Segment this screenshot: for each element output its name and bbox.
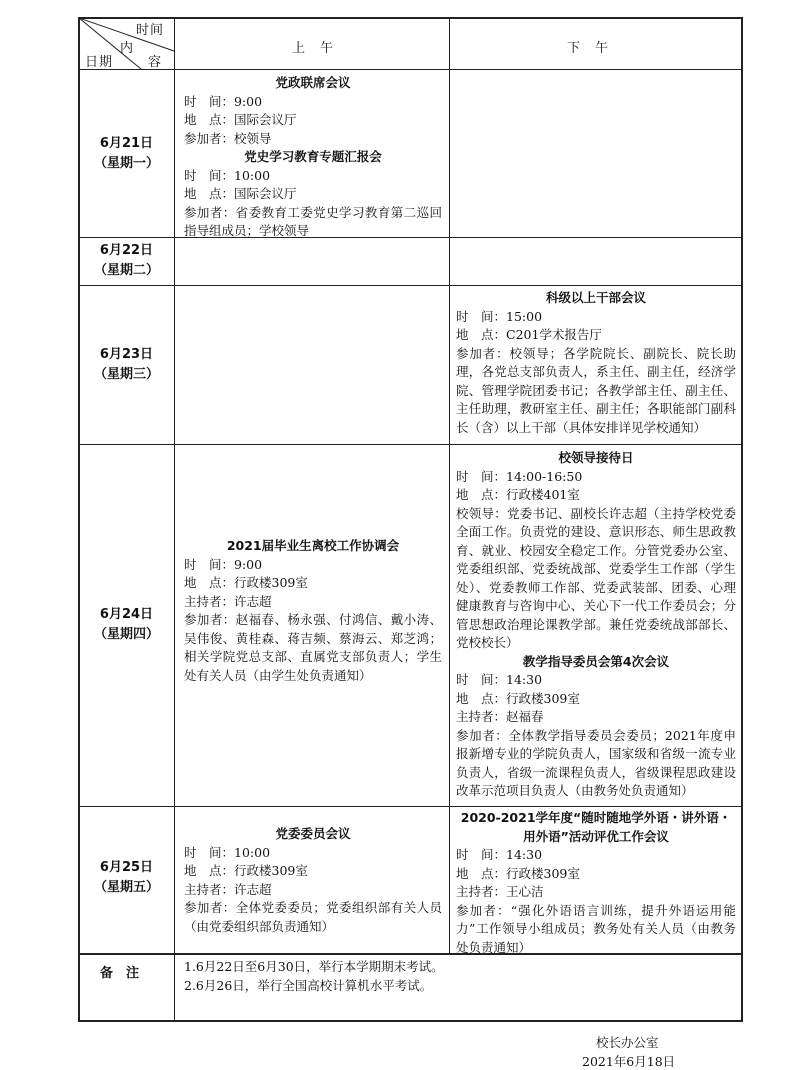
date-label: 6月22日: [99, 243, 154, 258]
event-host: 主持者：赵福春: [456, 709, 544, 724]
header-corner-date: 日期: [85, 55, 114, 70]
header-corner-time: 时间: [136, 23, 165, 38]
event-participants: 参加者：省委教育工委党史学习教育第二巡回指导组成员；学校领导: [184, 204, 442, 238]
event-graduate-coordination: [184, 537, 442, 685]
event-location: 地 点：行政楼309室: [456, 865, 580, 881]
event-title: 2020-2021学年度“随时随地学外语・讲外语・用外语”活动评优工作会议: [460, 810, 732, 844]
header-corner-content-2: 容: [148, 55, 163, 70]
event-time: 时 间：10:00: [184, 844, 271, 860]
event-foreign-language-evaluation: [456, 809, 736, 957]
header-afternoon: 下 午: [567, 41, 610, 56]
event-location: 地 点：行政楼309室: [456, 690, 580, 706]
event-title: 2021届毕业生离校工作协调会: [226, 538, 400, 553]
date-cell-mon: [79, 134, 174, 174]
event-host: 主持者：王心洁: [456, 884, 544, 899]
event-title: 科级以上干部会议: [545, 290, 646, 305]
event-title: 教学指导委员会第4次会议: [522, 653, 670, 669]
event-party-joint-meeting: [184, 74, 442, 241]
event-title: 党委委员会议: [275, 826, 351, 841]
event-location: 地 点：国际会议厅: [184, 112, 297, 127]
event-participants: 参加者：校领导: [184, 130, 272, 146]
event-party-committee-meeting: [184, 825, 442, 936]
event-host: 主持者：许志超: [184, 881, 272, 897]
weekday-label: （星期三）: [93, 367, 159, 382]
date-label: 6月21日: [99, 136, 154, 151]
event-participants: 参加者：校领导；各学院院长、副院长、院长助理，各党总支部负责人，系主任、副主任，经济学院、管理学院团委书记；各教学部主任、副主任、主任助理，教研室主任、副主任；各职能部门副科长（含）以上干部（具体安排详见学校通知）: [456, 345, 736, 435]
date-cell-wed: [79, 345, 174, 385]
date-cell-thu: [79, 605, 174, 645]
event-host: 主持者：许志超: [184, 593, 272, 609]
header-corner-content-1: 内: [120, 41, 135, 56]
event-title: 党史学习教育专题汇报会: [244, 149, 382, 164]
event-cadre-meeting: [456, 289, 736, 437]
event-title: 党政联席会议: [275, 75, 351, 90]
weekday-label: （星期四）: [93, 627, 159, 642]
note-item: 1.6月22日至6月30日，举行本学期期末考试。: [184, 959, 444, 974]
signature-office: 校长办公室: [596, 1035, 659, 1050]
event-time: 时 间：9:00: [184, 556, 263, 572]
event-leader: 校领导：党委书记、副校长许志超（主持学校党委全面工作。负责党的建设、意识形态、师生思政教育、就业、校园安全稳定工作。分管党委办公室、党委组织部、党委统战部、党委学生工作部（学生处）、党委教师工作部、党委武装部、团委、心理健康教育与咨询中心、关心下一代工作委员会；分管思想政治理论课教学部。兼任党委统战部部长、党校校长）: [456, 505, 736, 650]
notes-content: [184, 958, 734, 995]
event-time: 时 间：9:00: [184, 93, 263, 109]
event-location: 地 点：行政楼401室: [456, 487, 580, 502]
weekday-label: （星期一）: [93, 156, 159, 171]
date-cell-tue: [79, 241, 174, 281]
event-time: 时 间：14:00-16:50: [456, 468, 583, 484]
weekday-label: （星期二）: [93, 263, 159, 278]
event-participants: 参加者：赵福春、杨永强、付鸿信、戴小涛、吴伟俊、黄桂森、蒋吉频、蔡海云、郑芝鸿；相关学院党总支部、直属党支部负责人；学生处有关人员（由学生处负责通知）: [184, 612, 442, 683]
event-time: 时 间：14:30: [456, 672, 543, 687]
event-participants: 参加者：全体教学指导委员会委员；2021年度申报新增专业的学院负责人，国家级和省级一流专业负责人，省级一流课程负责人，省级课程思政建设改革示范项目负责人（由教务处负责通知）: [456, 727, 736, 798]
event-time: 时 间：10:00: [184, 167, 271, 183]
date-label: 6月23日: [99, 347, 154, 362]
header-morning: 上 午: [292, 41, 335, 56]
notes-label: 备 注: [100, 966, 140, 981]
event-time: 时 间：14:30: [456, 847, 543, 862]
event-time: 时 间：15:00: [456, 308, 543, 324]
date-label: 6月24日: [99, 607, 154, 622]
date-label: 6月25日: [99, 860, 154, 875]
date-cell-fri: [79, 858, 174, 898]
event-location: 地 点：国际会议厅: [184, 186, 297, 201]
event-location: 地 点：行政楼309室: [184, 863, 308, 878]
event-participants: 参加者：全体党委委员；党委组织部有关人员（由党委组织部负责通知）: [184, 900, 442, 934]
event-participants: 参加者：“强化外语语言训练，提升外语运用能力”工作领导小组成员；教务处有关人员（由教务处负责通知）: [456, 902, 736, 955]
event-leader-reception: [456, 449, 736, 801]
event-title: 校领导接待日: [558, 450, 634, 465]
note-item: 2.6月26日，举行全国高校计算机水平考试。: [184, 977, 433, 993]
event-location: 地 点：C201学术报告厅: [456, 327, 602, 342]
signature-date: 2021年6月18日: [582, 1054, 676, 1069]
weekday-label: （星期五）: [93, 880, 159, 895]
event-location: 地 点：行政楼309室: [184, 575, 308, 590]
